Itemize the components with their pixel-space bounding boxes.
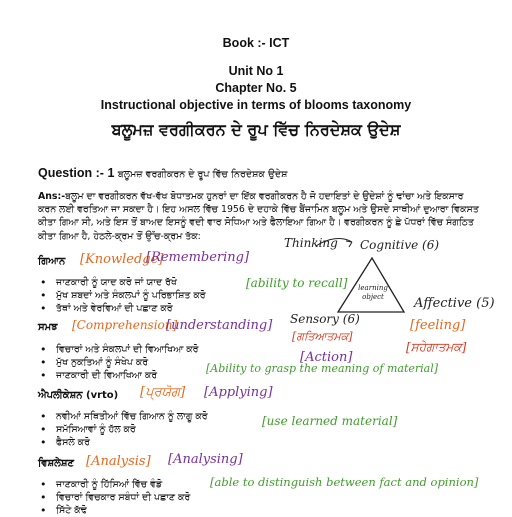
chapter-number: Chapter No. 5 [215,81,297,95]
list-item: • ਵਿਚਾਰਾਂ ਵਿਚਕਾਰ ਸਬੰਧਾਂ ਦੀ ਪਛਾਣ ਕਰੋ [56,492,190,503]
unit-number: Unit No 1 [228,64,284,78]
topic-title: Instructional objective in terms of blooms taxonomy [100,98,412,112]
note-fact-opinion: [able to distinguish between fact and opinion] [210,475,479,489]
book-title: Book :- ICT [222,36,290,50]
answer-label: Ans:- [38,191,66,202]
affective-punjabi-note: [ਸਹੇਗਾਤਮਕ] [406,340,467,354]
thinking-arrowhead [346,241,352,247]
list-item: • ਮੁੱਖ ਸ਼ਬਦਾਂ ਅਤੇ ਸੰਕਲਪਾਂ ਨੂੰ ਪਰਿਭਾਸ਼ਿਤ ਕਰੋ [56,290,206,301]
list-item: • ਜਾਣਕਾਰੀ ਨੂੰ ਹਿੱਸਿਆਂ ਵਿੱਚ ਵੰਡੋ [56,479,162,490]
list-item: • ਜਾਣਕਾਰੀ ਦੀ ਵਿਆਖਿਆ ਕਰੋ [56,370,157,381]
sensory-label: Sensory (6) [290,312,360,326]
list-item: • ਵਿਚਾਰਾਂ ਅਤੇ ਸੰਕਲਪਾਂ ਦੀ ਵਿਆਖਿਆ ਕਰੋ [56,344,198,355]
list-item: • ਮੁੱਖ ਨੁਕਤਿਆਂ ਨੂੰ ਸੰਖੇਪ ਕਰੋ [56,357,148,368]
note-prayog: [ਪ੍ਰਯੋਗ] [140,385,186,400]
note-applying: [Applying] [204,385,273,400]
feeling-note: [feeling] [410,318,466,333]
thinking-label: Thinking [284,236,338,250]
question-text: ਬਲੂਮਜ਼ ਵਰਗੀਕਰਨ ਦੇ ਰੂਪ ਵਿੱਚ ਨਿਰਦੇਸ਼ਕ ਉਦੇਸ਼ [117,169,288,180]
list-item: • ਜਾਣਕਾਰੀ ਨੂੰ ਯਾਦ ਕਰੋ ਜਾਂ ਯਾਦ ਰੱਖੋ [56,277,177,288]
question-label: Question :- 1 [38,166,115,180]
affective-label: Affective (5) [414,296,495,311]
level-heading-application: ਐਪਲੀਕੇਸ਼ਨ (vrto) [38,390,119,401]
cognitive-label: Cognitive (6) [360,238,440,252]
learning-object-label: learning object [358,284,388,301]
level-heading-comprehension: ਸਮਝ [38,322,58,333]
answer-text: ਬਲੂਮ ਦਾ ਵਰਗੀਕਰਨ ਵੱਖ-ਵੱਖ ਬੋਧਾਤਮਕ ਹੁਨਰਾਂ ਦਾ ਇੱਕ ਵਰਗੀਕਰਨ ਹੈ ਜੋ ਹਦਾਇਤਾਂ ਦੇ ਉਦੇਸ਼ਾਂ ਨੂੰ ਢਾਂਚਾ ਅਤੇ ਇਕਸਾਰ ਕਰਨ ਲਈ ਵਰਤਿਆ ਜਾ ਸਕਦਾ ਹੈ। ਇਹ ਅਸਲ ਵਿੱਚ 1956 ਦੇ ਦਹਾਕੇ ਵਿੱਚ ਬੈਂਜਾਮਿਨ ਬਲੂਮ ਅਤੇ ਉਸਦੇ ਸਾਥੀਆਂ ਦੁਆਰਾ ਵਿਕਸਤ ਕੀਤਾ ਗਿਆ ਸੀ, ਅਤੇ ਇਸ ਤੋਂ ਬਾਅਦ ਇਸਨੂੰ ਵਦੀ ਵਾਰ ਸੋਧਿਆ ਅਤੇ ਫੈਲਾਇਆ ਗਿਆ ਹੈ। ਵਰਗੀਕਰਨ ਨੂੰ ਛੇ ਪੱਧਰਾਂ ਵਿੱਚ ਸੰਗਠਿਤ ਕੀਤਾ ਗਿਆ ਹੈ, ਹੇਠਲੇ-ਕ੍ਰਮ ਤੋਂ ਉੱਚ-ਕ੍ਰਮ ਤੱਕ: [38,191,479,242]
note-analysis: [Analysis] [86,454,151,469]
note-recall: [ability to recall] [246,276,348,290]
note-remembering: [Remembering] [146,250,250,265]
punjabi-title: ਬਲੂਮਜ਼ ਵਰਗੀਕਰਨ ਦੇ ਰੂਪ ਵਿੱਚ ਨਿਰਦੇਸ਼ਕ ਉਦੇਸ਼ [111,120,401,139]
level-heading-analysis: ਵਿਸ਼ਲੇਸ਼ਣ [38,458,75,469]
list-item: • ਫੈਸਲੇ ਕਰੋ [56,437,90,448]
list-item: • ਸਿੱਟੇ ਕੱਢੋ [56,505,87,516]
note-knowledge: [Knowledge] [80,252,164,267]
note-analysing: [Analysing] [168,452,243,467]
note-learned-material: [use learned material] [262,414,398,428]
note-comprehension: [Comprehension] [72,318,178,332]
note-understanding: [understanding] [166,318,273,333]
sensory-punjabi-note: [ਗਤਿਆਤਮਕ] [292,330,353,343]
action-note: [Action] [300,350,353,365]
list-item: • ਸਮੱਸਿਆਵਾਂ ਨੂੰ ਹੱਲ ਕਰੋ [56,424,136,435]
note-grasp: [Ability to grasp the meaning of material] [206,362,439,375]
level-heading-knowledge: ਗਿਆਨ [38,256,66,267]
list-item: • ਤੱਥਾਂ ਅਤੇ ਵੇਰਵਿਆਂ ਦੀ ਪਛਾਣ ਕਰੋ [56,303,173,314]
list-item: • ਨਵੀਆਂ ਸਥਿਤੀਆਂ ਵਿੱਚ ਗਿਆਨ ਨੂੰ ਲਾਗੂ ਕਰੋ [56,411,208,422]
